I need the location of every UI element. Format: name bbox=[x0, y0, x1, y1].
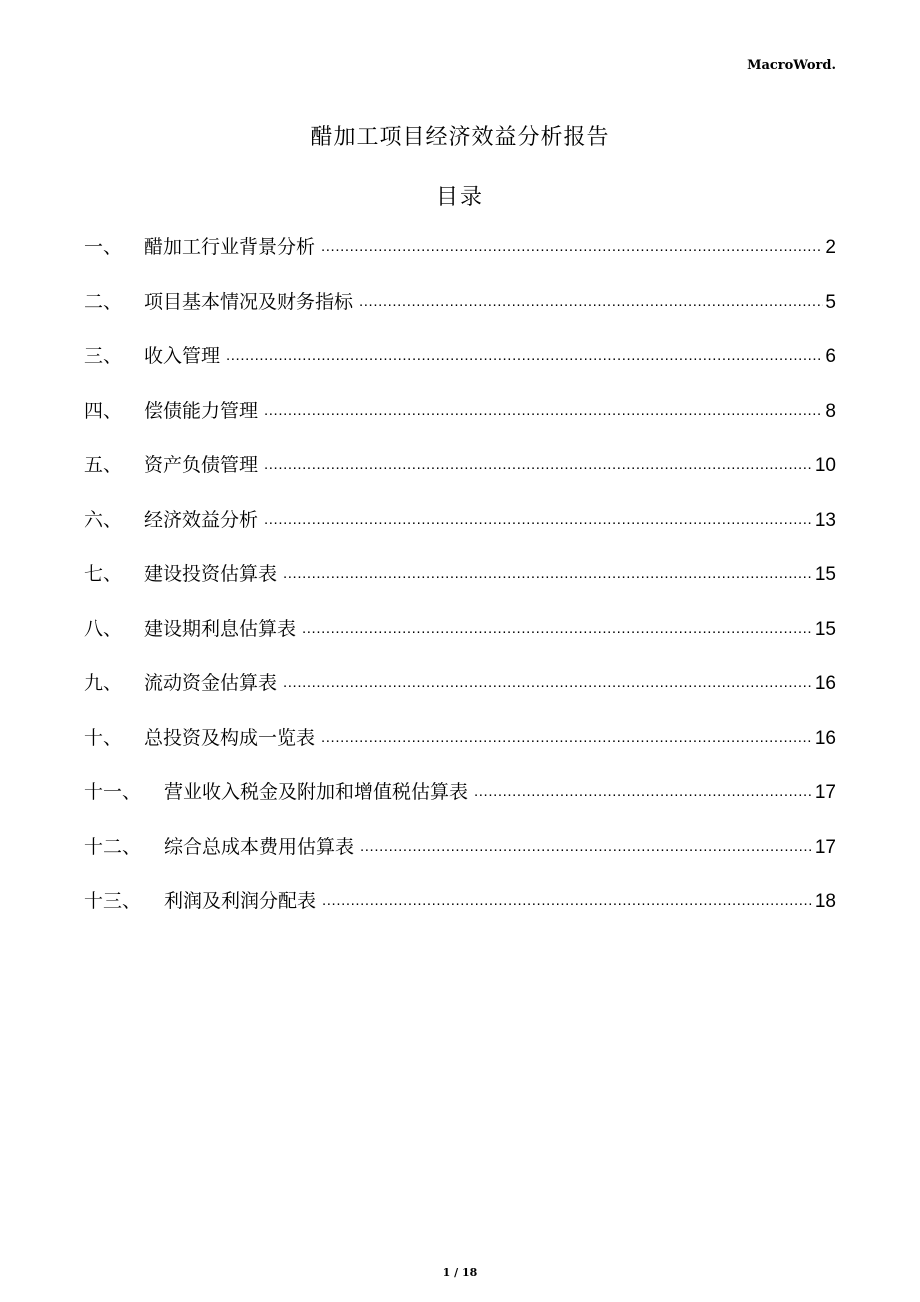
toc-entry[interactable] bbox=[84, 450, 836, 505]
toc-entry-number: 三、 bbox=[84, 345, 123, 367]
toc-entry-label: 流动资金估算表 bbox=[144, 672, 278, 694]
toc-entry-page: 15 bbox=[814, 618, 836, 640]
toc-entry[interactable] bbox=[84, 232, 836, 287]
toc-dot-leader bbox=[264, 507, 813, 526]
toc-entry-page: 8 bbox=[825, 400, 836, 422]
toc-entry-label: 收入管理 bbox=[144, 345, 221, 367]
page-indicator: 1 / 18 bbox=[442, 1266, 478, 1279]
toc-dot-leader bbox=[283, 670, 813, 689]
toc-entry-label: 项目基本情况及财务指标 bbox=[144, 290, 354, 313]
toc-entry-page: 16 bbox=[814, 673, 836, 694]
toc-entry[interactable] bbox=[84, 832, 836, 887]
toc-dot-leader bbox=[264, 398, 823, 417]
toc-entry-number: 九、 bbox=[84, 672, 123, 694]
toc-entry-number: 二、 bbox=[84, 290, 123, 313]
toc-dot-leader bbox=[321, 725, 813, 744]
toc-entry-number: 十三、 bbox=[84, 890, 142, 912]
toc-entry[interactable] bbox=[84, 668, 836, 723]
toc-entry-label: 营业收入税金及附加和增值税估算表 bbox=[164, 781, 469, 803]
toc-entry[interactable] bbox=[84, 287, 836, 342]
toc-entry-page: 16 bbox=[814, 727, 836, 749]
toc-dot-leader bbox=[322, 888, 813, 907]
toc-entry-number: 六、 bbox=[84, 508, 123, 531]
toc-entry-label: 建设投资估算表 bbox=[144, 563, 278, 585]
toc-entry-number: 四、 bbox=[84, 399, 123, 422]
document-title: 醋加工项目经济效益分析报告 bbox=[310, 125, 610, 150]
toc-dot-leader bbox=[264, 452, 813, 471]
toc-entry[interactable] bbox=[84, 886, 836, 941]
toc-entry-number: 七、 bbox=[84, 563, 123, 585]
toc-entry-page: 15 bbox=[814, 564, 836, 585]
toc-dot-leader bbox=[474, 779, 813, 798]
toc-dot-leader bbox=[283, 561, 813, 580]
toc-entry-number: 八、 bbox=[84, 617, 123, 640]
header-brand: MacroWord. bbox=[747, 58, 836, 73]
toc-entry-number: 五、 bbox=[84, 454, 123, 476]
toc-entry[interactable] bbox=[84, 396, 836, 451]
toc-entry[interactable] bbox=[84, 559, 836, 614]
toc-entry[interactable] bbox=[84, 723, 836, 778]
toc-entry-page: 6 bbox=[825, 346, 836, 367]
toc-entry-label: 偿债能力管理 bbox=[144, 399, 259, 422]
toc-entry[interactable] bbox=[84, 505, 836, 560]
toc-dot-leader bbox=[302, 616, 813, 635]
toc-entry-label: 经济效益分析 bbox=[144, 508, 259, 531]
toc-entry-label: 资产负债管理 bbox=[144, 454, 259, 476]
toc-entry[interactable] bbox=[84, 777, 836, 832]
toc-entry-number: 十、 bbox=[84, 726, 123, 749]
toc-entry-page: 17 bbox=[814, 782, 836, 803]
toc-entry-label: 总投资及构成一览表 bbox=[144, 726, 316, 749]
toc-entry-label: 利润及利润分配表 bbox=[164, 890, 317, 912]
toc-entry-label: 建设期利息估算表 bbox=[144, 617, 297, 640]
toc-dot-leader bbox=[359, 289, 823, 308]
toc-dot-leader bbox=[226, 343, 823, 362]
toc-entry-page: 2 bbox=[825, 237, 836, 258]
toc-entry-page: 13 bbox=[814, 509, 836, 531]
toc-dot-leader bbox=[360, 834, 813, 853]
toc-entry-page: 17 bbox=[814, 836, 836, 858]
toc-entry-number: 十一、 bbox=[84, 781, 142, 803]
toc-entry-number: 一、 bbox=[84, 236, 123, 258]
toc-dot-leader bbox=[321, 234, 823, 253]
toc-entry-label: 醋加工行业背景分析 bbox=[144, 236, 316, 258]
toc-entry-label: 综合总成本费用估算表 bbox=[164, 835, 355, 858]
toc-heading: 目录 bbox=[435, 185, 484, 210]
toc-entry-number: 十二、 bbox=[84, 835, 142, 858]
toc-entry-page: 10 bbox=[814, 455, 836, 476]
table-of-contents bbox=[84, 232, 836, 941]
toc-entry[interactable] bbox=[84, 614, 836, 669]
toc-entry[interactable] bbox=[84, 341, 836, 396]
toc-entry-page: 18 bbox=[814, 891, 836, 912]
toc-entry-page: 5 bbox=[825, 291, 836, 313]
